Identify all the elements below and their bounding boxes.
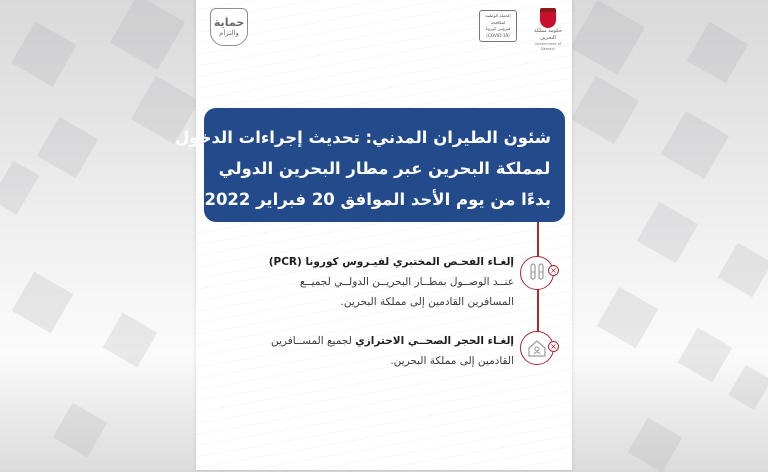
bahrain-emblem-icon: [540, 8, 556, 28]
campaign-line: (COVID-19): [486, 32, 510, 38]
covid-campaign-logo: [479, 10, 517, 42]
background-tile: [728, 365, 768, 410]
headline-box: [174, 108, 565, 222]
headline-line-3: بدءًا من يوم الأحد الموافق 20 فبراير 2022: [204, 190, 551, 209]
background-tile: [718, 243, 768, 298]
item-line: القادمين إلى مملكة البحرين.: [390, 355, 514, 367]
background-tile: [37, 117, 98, 178]
background-tile: [110, 0, 185, 70]
brand-line-2: والتزام: [219, 28, 239, 37]
background-tile: [53, 403, 108, 458]
background-tile: [12, 272, 73, 333]
campaign-line: الحملة الوطنية: [485, 13, 511, 18]
background-tile: [661, 111, 729, 179]
measure-item-quarantine: [271, 331, 514, 371]
background-tile: [570, 0, 645, 75]
background-tile: [628, 418, 683, 472]
background-tile: [597, 287, 658, 348]
background-tile: [571, 76, 639, 144]
brand-line-1: حماية: [213, 15, 245, 29]
item-line: المسافرين القادمين إلى مملكة البحرين.: [340, 296, 514, 308]
background-tile: [687, 22, 748, 83]
announcement-card: [174, 0, 572, 470]
headline-line-1: شئون الطيران المدني: تحديث إجراءات الدخول: [174, 128, 551, 147]
government-logo: [528, 8, 568, 51]
measure-item-pcr: [268, 252, 514, 312]
item-title: إلغـاء الفحـص المختبري لفيـروس كورونا (PCR): [268, 256, 514, 268]
background-tile: [103, 313, 158, 368]
background-tile: [11, 21, 77, 87]
background-tile: [678, 328, 733, 383]
cancel-x-icon: ×: [548, 265, 559, 276]
background-tile: [0, 161, 39, 215]
campaign-line: فيروس كورونا: [485, 26, 511, 31]
item-line: عنــد الوصــول بمطــار البحريــن الدولــي لجميــع: [299, 276, 514, 288]
item-title-rest: لجميع المســافرين: [271, 335, 356, 347]
government-name-english: Government of Bahrain: [534, 42, 562, 51]
government-name-arabic: حكومة مملكة البحرين: [533, 28, 563, 41]
campaign-line: لمكافحة: [490, 19, 506, 25]
item-title: إلغـاء الحجر الصحــي الاحترازي: [355, 335, 514, 347]
campaign-brand-logo: [210, 8, 248, 46]
cancel-x-icon: ×: [548, 341, 559, 352]
background-tile: [637, 202, 698, 263]
headline-line-2: لمملكة البحرين عبر مطار البحرين الدولي: [218, 159, 551, 178]
